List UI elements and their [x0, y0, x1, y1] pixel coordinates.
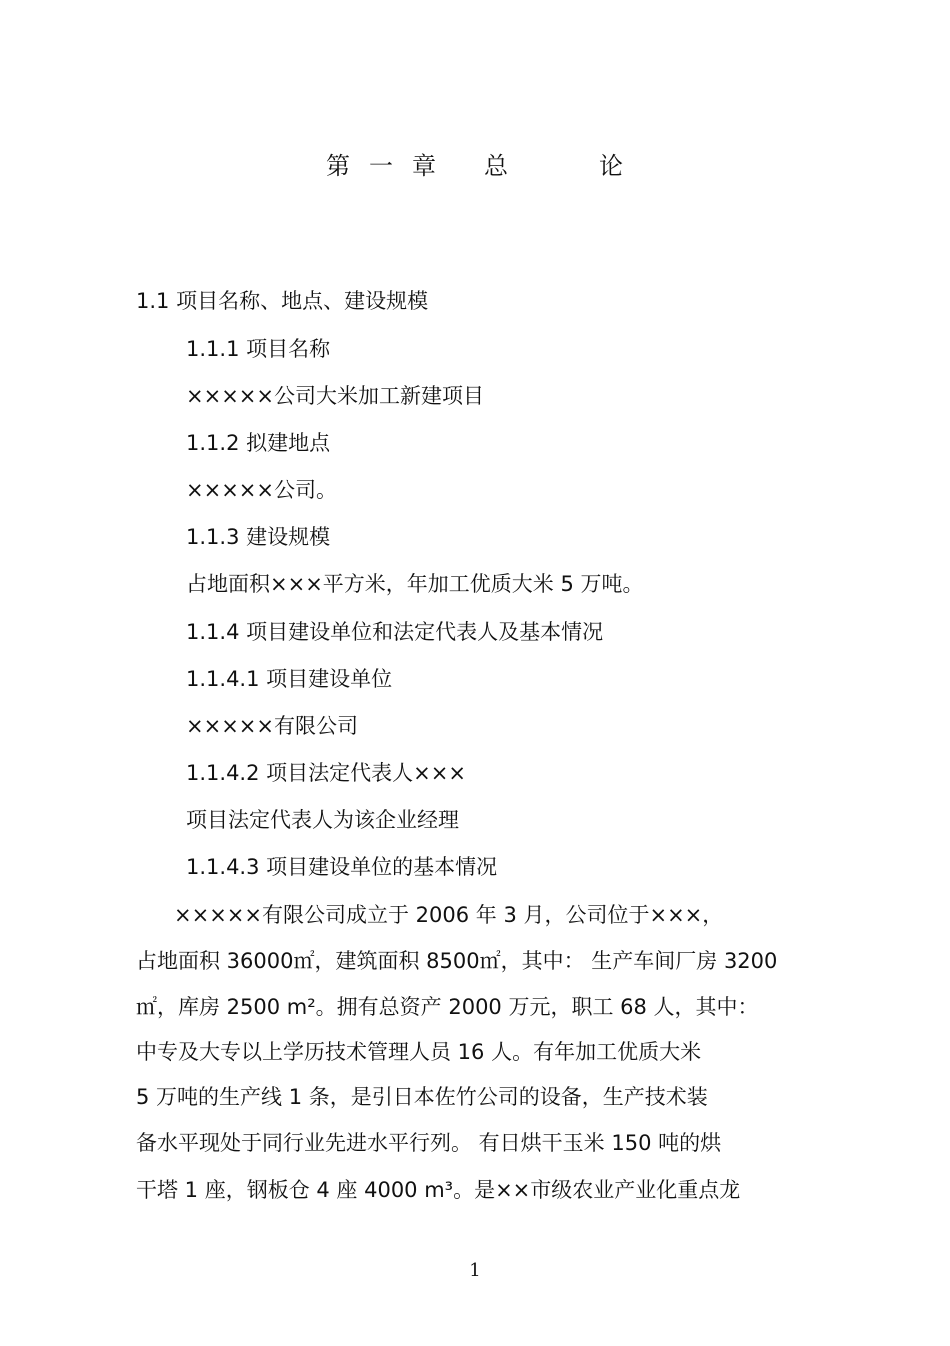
chapter-title-char: 总 — [484, 152, 508, 180]
paragraph-line: 备水平现处于同行业先进水平行列。 有日烘干玉米 150 吨的烘 — [136, 1131, 722, 1155]
subsection-heading-1-1-4: 1.1.4 项目建设单位和法定代表人及基本情况 — [186, 620, 604, 644]
construction-unit-text: ×××××有限公司 — [186, 714, 358, 738]
chapter-title — [0, 146, 950, 178]
chapter-title-char: 第 — [326, 152, 350, 180]
subsection-heading-1-1-2: 1.1.2 拟建地点 — [186, 431, 331, 455]
section-heading-1-1: 1.1 项目名称、地点、建设规模 — [136, 289, 429, 313]
chapter-title-char: 论 — [599, 152, 623, 180]
paragraph-line: 5 万吨的生产线 1 条，是引日本佐竹公司的设备，生产技术装 — [136, 1085, 708, 1109]
paragraph-line: ㎡，库房 2500 m²。拥有总资产 2000 万元，职工 68 人，其中： — [136, 995, 759, 1019]
chapter-title-char: 一 — [369, 152, 393, 180]
page-number: 1 — [469, 1260, 481, 1281]
chapter-title-char: 章 — [412, 152, 436, 180]
paragraph-line: ×××××有限公司成立于 2006 年 3 月，公司位于×××， — [174, 903, 724, 927]
subsection-heading-1-1-3: 1.1.3 建设规模 — [186, 525, 331, 549]
paragraph-line: 干塔 1 座，钢板仓 4 座 4000 m³。是××市级农业产业化重点龙 — [136, 1178, 741, 1202]
paragraph-line: 占地面积 36000㎡，建筑面积 8500㎡，其中： 生产车间厂房 3200 — [136, 949, 778, 973]
project-scale-text: 占地面积×××平方米，年加工优质大米 5 万吨。 — [186, 572, 644, 596]
project-name-text: ×××××公司大米加工新建项目 — [186, 384, 484, 408]
project-location-text: ×××××公司。 — [186, 478, 337, 502]
subsection-heading-1-1-4-3: 1.1.4.3 项目建设单位的基本情况 — [186, 855, 498, 879]
legal-representative-text: 项目法定代表人为该企业经理 — [186, 808, 459, 832]
paragraph-line: 中专及大专以上学历技术管理人员 16 人。有年加工优质大米 — [136, 1040, 702, 1064]
subsection-heading-1-1-1: 1.1.1 项目名称 — [186, 337, 331, 361]
subsection-heading-1-1-4-2: 1.1.4.2 项目法定代表人××× — [186, 761, 466, 785]
subsection-heading-1-1-4-1: 1.1.4.1 项目建设单位 — [186, 667, 393, 691]
